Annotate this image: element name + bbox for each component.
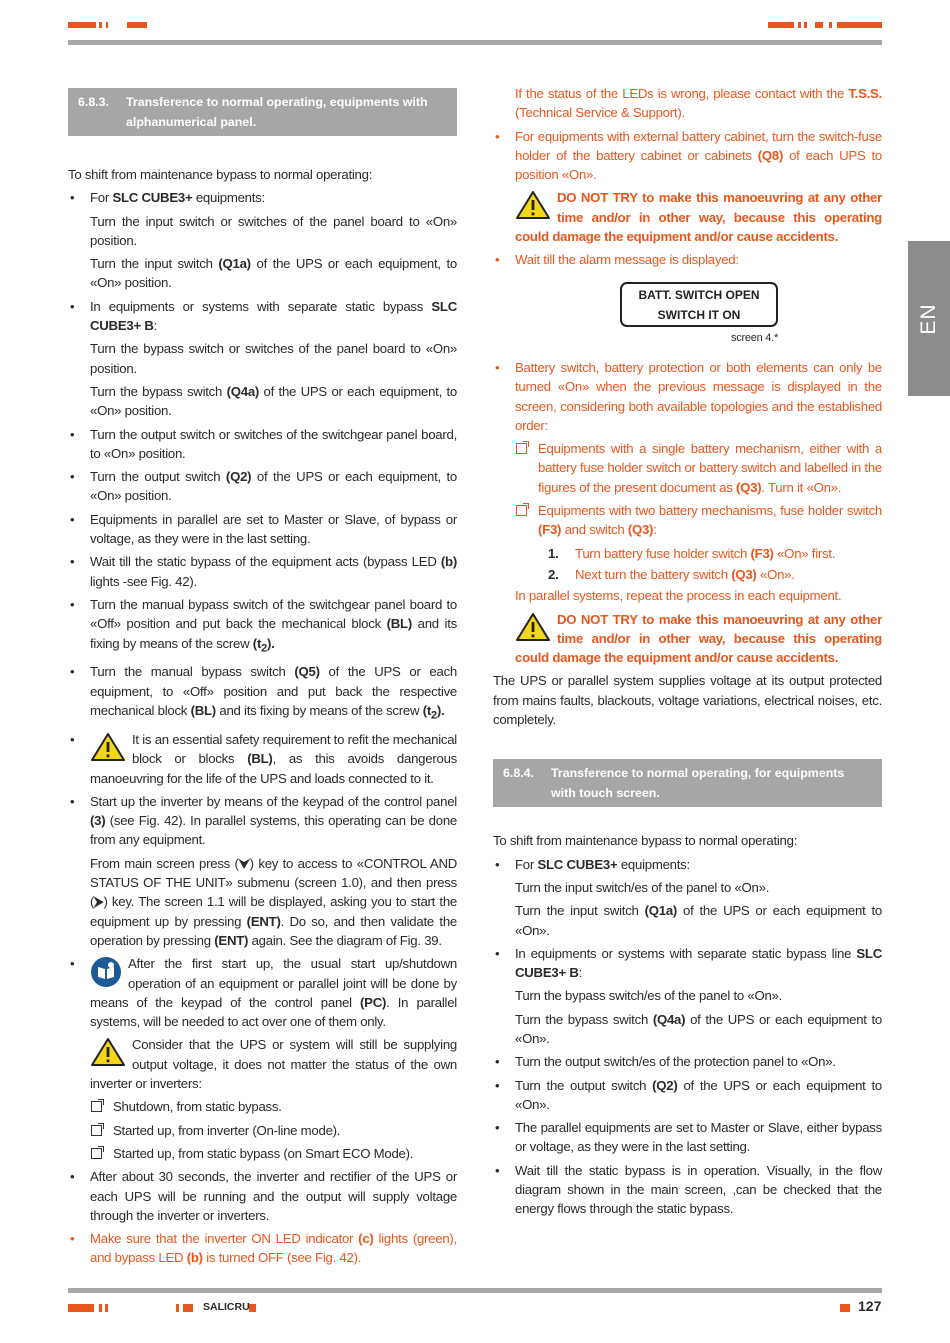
list-subitem: Turn the bypass switch or switches of the panel board to «On» position. [90,341,457,376]
checkbox-icon [91,1125,102,1136]
section-number: 6.8.3. [78,95,110,109]
list-item-warning: • It is an essential safety requirement to refit the mechanical block or blocks (BL), as this avoids dangerous manoeuvring for the life of the UPS and loads connected to it. [68,730,457,788]
parallel-note: In parallel systems, repeat the process in each equipment. [515,588,842,604]
list-item: • Turn the manual bypass switch of the switchgear panel board to «Off» position and put back the mechanical block (BL) and its fixing by means of the screw $(t_2)$. [68,595,457,659]
numbered-item: 2. Next turn the battery switch (Q3) «On». [548,566,795,582]
header-mark [804,22,807,28]
list-subitem: From main screen press (⮟) key to access to «CONTROL AND STATUS OF THE UNIT» submenu (screen 1.0), and then press (⮞) key. The screen 1.1 will be displayed, asking you to start the equipment up by pressing (ENT). Do so, and then validate the operation by pressing (ENT) again. See the diagram of Fig. 39. [90,855,457,948]
supply-text: The UPS or parallel system supplies voltage at its output protected from mains faults, blackouts, voltage variations, electrical noises, etc. completely. [493,673,882,728]
warning-note: Consider that the UPS or system will still be supplying output voltage, it does not matter the status of the own inverter or inverters: [90,1037,457,1092]
list-subitem: Turn the input switch/es of the panel to «On». [515,879,770,895]
list-subitem: Turn the bypass switch/es of the panel to «On». [515,988,783,1004]
right-arrow-key-icon: ⮞ [94,894,104,910]
header-mark [815,22,823,28]
checkbox-item: Started up, from static bypass (on Smart ECO Mode). [68,1144,457,1163]
intro-text: To shift from maintenance bypass to normal operating: [493,833,798,849]
list-item: • The parallel equipments are set to Master or Slave, either bypass or voltage, as they were in the last setting. [493,1118,882,1157]
footer-mark [183,1304,193,1312]
header-mark [798,22,801,28]
footer-mark [68,1304,94,1312]
list-item: • For equipments with external battery cabinet, turn the switch-fuse holder of the battery cabinet or cabinets (Q8) of each UPS to position «On». [493,127,882,185]
language-tab-label: EN [917,302,940,335]
list-item: • Turn the output switch (Q2) of the UPS or each equipment to «On». [493,1076,882,1115]
screen-line-2: SWITCH IT ON [657,307,741,322]
language-tab [908,241,950,396]
header-mark [68,22,96,28]
list-subitem: Turn the bypass switch (Q4a) of the UPS or each equipment, to «On» position. [90,383,457,419]
list-item: • Equipments in parallel are set to Master or Slave, of bypass or voltage, as they were in the last setting. [68,510,457,549]
left-column [68,88,457,1272]
header-mark [127,22,147,28]
manual-info-icon [90,956,122,988]
list-subitem: Turn the input switch (Q1a) of the UPS or each equipment, to «On» position. [90,256,457,291]
checkbox-item: Equipments with two battery mechanisms, fuse holder switch (F3) and switch (Q3): [493,501,882,540]
warning-icon [515,612,551,642]
footer-mark [249,1304,256,1312]
list-item: • Start up the inverter by means of the keypad of the control panel (3) (see Fig. 42). In parallel systems, this operating can be done from any equipment. [68,792,457,850]
list-item-info: • After the first start up, the usual start up/shutdown operation of an equipment or parallel joint will be done by means of the keypad of the control panel (PC). In parallel systems, will be needed to act over one of them only. [68,954,457,1031]
footer-mark [176,1304,179,1312]
header-mark [768,22,794,28]
warning-icon [90,732,126,762]
list-item: • After about 30 seconds, the inverter and rectifier of the UPS or each UPS will be running and the output will supply voltage through the inverter or inverters. [68,1167,457,1225]
footer-mark [105,1304,108,1312]
list-item: • Wait till the static bypass of the equipment acts (bypass LED (b) lights -see Fig. 42). [68,552,457,591]
header-mark [837,22,882,28]
section-title: Transference to normal operating, equipments with alphanumerical panel. [126,95,428,129]
lcd-screen-display [620,282,778,327]
checkbox-item: Shutdown, from static bypass. [68,1097,457,1116]
list-item: • Turn the output switch or switches of the switchgear panel board, to «On» position. [68,425,457,464]
list-item: • For SLC CUBE3+ equipments: [68,188,457,207]
list-item: • Wait till the alarm message is displayed: [493,250,882,269]
checkbox-item: Equipments with a single battery mechanism, either with a battery fuse holder switch or battery switch and labelled in the figures of the present document as (Q3). Turn it «On». [493,439,882,497]
screen-line-1: BATT. SWITCH OPEN [638,287,760,302]
header-mark [829,22,832,28]
checkbox-icon [91,1101,102,1112]
footer-brand: SALICRU [203,1301,250,1313]
list-subitem: If the status of the LEDs is wrong, please contact with the T.S.S. (Technical Service & Support). [515,86,882,121]
checkbox-icon [91,1148,102,1159]
checkbox-icon [516,505,527,516]
warning-icon [90,1037,126,1067]
header-mark [99,22,102,28]
down-arrow-key-icon: ⮟ [238,855,250,871]
list-item: • Turn the manual bypass switch (Q5) of the UPS or each equipment, to «Off» position and put back the respective mechanical block (BL) and its fixing by means of the screw $(t_2)$. [68,662,457,726]
section-heading-6-8-3 [68,88,457,136]
checkbox-item: Started up, from inverter (On-line mode). [68,1121,457,1140]
right-column [493,84,882,1223]
danger-warning: DO NOT TRY to make this manoeuvring at any other time and/or in other way, because this operating could damage the equipment and/or cause accidents. [515,190,882,245]
section-heading-6-8-4 [493,759,882,807]
list-subitem: Turn the input switch or switches of the panel board to «On» position. [90,213,457,248]
screen-caption: screen 4.* [730,331,778,344]
page-number: 127 [858,1298,882,1314]
list-item: • Wait till the static bypass is in operation. Visually, in the flow diagram shown in the main screen, ,can be checked that the energy flows through the static bypass. [493,1161,882,1219]
list-item: • Turn the output switch (Q2) of the UPS or each equipment, to «On» position. [68,467,457,506]
section-title: Transference to normal operating, for equipments with touch screen. [551,766,845,801]
list-item: • For SLC CUBE3+ equipments: [493,855,882,874]
list-item: • Battery switch, battery protection or both elements can only be turned «On» when the previous message is displayed in the screen, considering both available topologies and the established order: [493,358,882,435]
numbered-item: 1. Turn battery fuse holder switch (F3) «On» first. [548,545,836,561]
intro-text: To shift from maintenance bypass to normal operating: [68,167,373,182]
footer-mark [99,1304,102,1312]
header-rule [68,40,882,45]
list-item: • In equipments or systems with separate static bypass SLC CUBE3+ B: [68,297,457,336]
list-subitem: Turn the input switch (Q1a) of the UPS or each equipment to «On». [515,903,882,938]
list-item: • Turn the output switch/es of the protection panel to «On». [493,1052,882,1071]
checkbox-icon [516,443,527,454]
footer-rule [68,1288,882,1293]
section-number: 6.8.4. [503,766,535,781]
header-mark [106,22,108,28]
list-item: • In equipments or systems with separate static bypass line SLC CUBE3+ B: [493,944,882,983]
danger-warning: DO NOT TRY to make this manoeuvring at any other time and/or in other way, because this operating could damage the equipment and/or cause accidents. [515,611,882,666]
list-item: • Make sure that the inverter ON LED indicator (c) lights (green), and bypass LED (b) is turned OFF (see Fig. 42). [68,1229,457,1268]
list-subitem: Turn the bypass switch (Q4a) of the UPS or each equipment to «On». [515,1011,882,1046]
warning-icon [515,190,551,220]
footer-mark [840,1304,850,1312]
